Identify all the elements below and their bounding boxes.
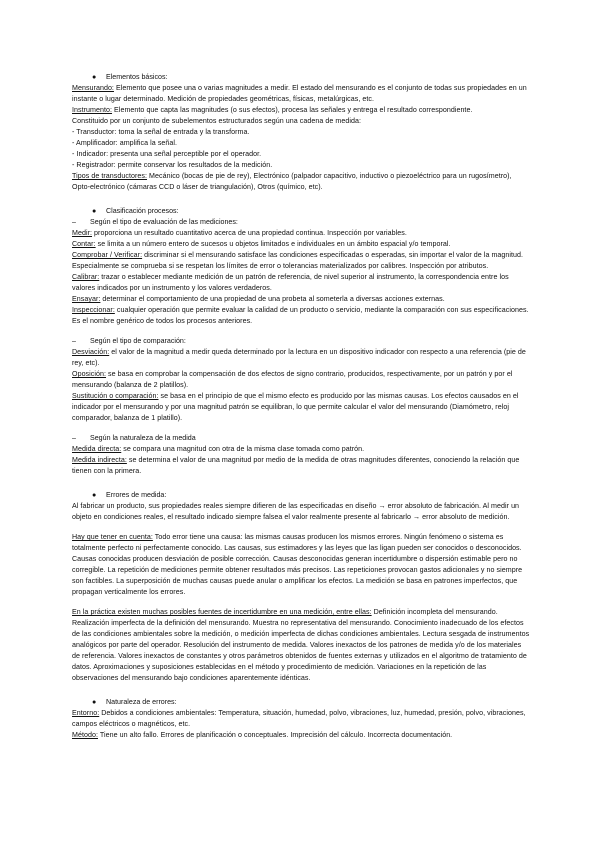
- subsection-heading: – Según el tipo de comparación:: [72, 337, 186, 345]
- term: Contar:: [72, 240, 96, 248]
- section-heading: ● Naturaleza de errores:: [92, 698, 177, 706]
- paragraph: Medida indirecta: se determina el valor de una magnitud por medio de la medida de otras magnitudes diferentes, conociendo la relación que tienen con la primera.: [72, 456, 520, 475]
- bullet-icon: ●: [92, 207, 97, 215]
- subsection-heading: – Según el tipo de evaluación de las mediciones:: [72, 218, 238, 226]
- term: Entorno:: [72, 709, 100, 717]
- section-heading: ● Errores de medida:: [92, 491, 167, 499]
- paragraph: Medida directa: se compara una magnitud con otra de la misma clase tomada como patrón.: [72, 445, 365, 453]
- paragraph: Inspeccionar: cualquier operación que permite evaluar la calidad de un producto o servicio, mediante la comparación con sus especificaciones. Es el nombre genérico de todos los procesos anteriores.: [72, 306, 529, 325]
- bullet-icon: ●: [92, 73, 97, 81]
- list-item: - Amplificador: amplifica la señal.: [72, 139, 178, 147]
- paragraph: Contar: se limita a un número entero de sucesos u objetos limitados e individuales en un ámbito espacial y/o temporal.: [72, 240, 451, 248]
- paragraph: Desviación: el valor de la magnitud a medir queda determinado por la lectura en un dispositivo indicador con respecto a una referencia (pie de rey, etc).: [72, 348, 526, 367]
- paragraph: Instrumento: Elemento que capta las magnitudes (o sus efectos), procesa las señales y entrega el resultado correspondiente.: [72, 106, 473, 114]
- list-item: - Registrador: permite conservar los resultados de la medición.: [72, 161, 273, 169]
- term: Método:: [72, 731, 98, 739]
- term: Desviación:: [72, 348, 110, 356]
- paragraph: Comprobar / Verificar: discriminar si el mensurando satisface las condiciones especificadas o esperadas, sin importar el valor de la magnitud. Especialmente se comprueba si se respetan los límites de error o tolerancias materializados por calibres. Inspección por atributos.: [72, 251, 524, 270]
- term: Medida indirecta:: [72, 456, 127, 464]
- paragraph: Mensurando: Elemento que posee una o varias magnitudes a medir. El estado del mensurando es el conjunto de todas sus propiedades en un instante o lugar determinado. Medición de propiedades geométricas, físicas, metalúrgicas, etc.: [72, 84, 527, 103]
- section-heading: ● Clasificación procesos:: [92, 207, 179, 215]
- paragraph: Calibrar: trazar o establecer mediante medición de un patrón de referencia, de nivel superior al instrumento, la correspondencia entre los valores indicados por un instrumento y los valores verdaderos.: [72, 273, 509, 292]
- list-item: - Transductor: toma la señal de entrada y la transforma.: [72, 128, 250, 136]
- bullet-icon: ●: [92, 491, 97, 499]
- term: Instrumento:: [72, 106, 113, 114]
- term: Tipos de transductores:: [72, 172, 148, 180]
- term: Medir:: [72, 229, 93, 237]
- paragraph: Medir: proporciona un resultado cuantitativo acerca de una propiedad continua. Inspección por variables.: [72, 229, 407, 237]
- term: Comprobar / Verificar:: [72, 251, 143, 259]
- paragraph: Ensayar: determinar el comportamiento de una propiedad de una probeta al someterla a diversas acciones externas.: [72, 295, 445, 303]
- term: Inspeccionar:: [72, 306, 115, 314]
- paragraph: Sustitución o comparación: se basa en el principio de que el mismo efecto es producido por las mismas causas. Los efectos causados en el indicador por el mensurando y por una magnitud patrón se equilibran, lo que permite calcular el valor del mensurando (Diamómetro, reloj comparador, balanza de 1 platillo).: [72, 392, 519, 422]
- paragraph: Oposición: se basa en comprobar la compensación de dos efectos de signo contrario, producidos, respectivamente, por un patrón y por el mensurando (balanza de 2 platillos).: [72, 370, 513, 389]
- paragraph: Hay que tener en cuenta: Todo error tiene una causa: las mismas causas producen los mismos errores. Ningún fenómeno o sistema es totalmente perfecto ni perfectamente conocido. Las causas, sus estimadores y las leyes que las ligan pueden ser conocidos o desconocidos. Causas conocidas producen desviación de posible corrección. Causas desconocidas generan incertidumbre o dispersión estimable pero no corregible. La repetición de mediciones permite obtener resultados más precisos. Las repeticiones provocan gastos adicionales y no siempre son factibles. La superposición de muchas causas puede anular o amplificar los efectos. La medición se basa en patrones imperfectos, que propagan verticalmente los errores.: [72, 533, 523, 596]
- term: Ensayar:: [72, 295, 101, 303]
- term: Sustitución o comparación:: [72, 392, 159, 400]
- list-item: - Indicador: presenta una señal perceptible por el operador.: [72, 150, 262, 158]
- term: Calibrar:: [72, 273, 100, 281]
- term: Oposición:: [72, 370, 107, 378]
- paragraph: Al fabricar un producto, sus propiedades reales siempre difieren de las especificadas en diseño → error absoluto de fabricación. Al medir un objeto en condiciones reales, el resultado indicado siempre falsea el valor realmente presente al fabricarlo → error absoluto de medición.: [72, 502, 520, 521]
- term: Hay que tener en cuenta:: [72, 533, 153, 541]
- section-heading: ● Elementos básicos:: [92, 73, 168, 81]
- bullet-icon: ●: [92, 698, 97, 706]
- term: Mensurando:: [72, 84, 114, 92]
- subsection-heading: – Según la naturaleza de la medida: [72, 434, 196, 442]
- term: En la práctica existen muchas posibles fuentes de incertidumbre en una medición, entre ellas:: [72, 608, 372, 616]
- paragraph: Entorno: Debidos a condiciones ambientales: Temperatura, situación, humedad, polvo, vibraciones, luz, humedad, presión, polvo, vibraciones, campos eléctricos o magnéticos, etc.: [72, 709, 526, 728]
- paragraph: Método: Tiene un alto fallo. Errores de planificación o conceptuales. Imprecisión del cálculo. Incorrecta documentación.: [72, 731, 453, 739]
- term: Medida directa:: [72, 445, 122, 453]
- paragraph: En la práctica existen muchas posibles fuentes de incertidumbre en una medición, entre ellas: Definición incompleta del mensurando. Realización imperfecta de la definición del mensurando. Muestra no representativa del mensurando. Conocimiento inadecuado de los efectos de las condiciones ambientales sobre la medición, o medición imperfecta de dichas condiciones ambientales. Lectura sesgada de instrumentos analógicos por parte del operador. Resolución del instrumento de medida. Valores inexactos de los patrones de medida y/o de los materiales de referencia. Valores inexactos de constantes y otros parámetros obtenidos de fuentes externas y utilizados en el algoritmo de tratamiento de datos. Aproximaciones y suposiciones establecidas en el método y procedimiento de medición. Variaciones en la repetición de las observaciones del mensurando bajo condiciones aparentemente idénticas.: [72, 608, 530, 682]
- paragraph: Constituido por un conjunto de subelementos estructurados según una cadena de medida:: [72, 117, 361, 125]
- paragraph: Tipos de transductores: Mecánico (bocas de pie de rey), Electrónico (palpador capacitivo, inductivo o piezoeléctrico para un rugosímetro), Opto-electrónico (cámaras CCD o láser de triangulación), Otros (químico, etc).: [72, 172, 512, 191]
